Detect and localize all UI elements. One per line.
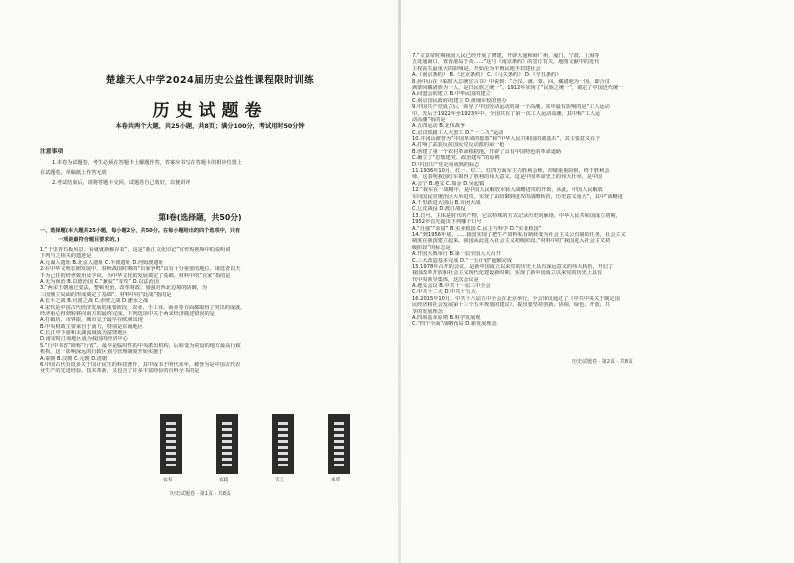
figure-caption: 本草 (331, 478, 341, 483)
text-line: D.中国共产党走向成熟的标志 (412, 161, 480, 168)
right-page (402, 0, 794, 563)
text-line: D.南宋时江南地区成为我国的经济中心 (40, 336, 128, 343)
text-line: 1952年首先提出下列哪个口号 (412, 219, 482, 226)
text-line: C.中共十二大 D.中共十五大 (412, 289, 476, 296)
text-line: A.四项基本原则 B.科学发展观 (412, 315, 481, 322)
page-footer-right: 历史试题卷 · 第2页 · 共8页 (572, 359, 633, 365)
text-line: C.南京国民政府的建立 D.黄埔军校的创办 (412, 97, 507, 104)
text-line: A.会宁 B.遵义 C.瑞金 D.吴起镇 (412, 180, 485, 187)
text-line: 15.1978年召开的会议，是新中国成立以来党的历史上具有深远意义的伟大转折，开启了 (412, 263, 614, 270)
text-line: 7.“文景帝时期我国人民已经开展了修建，开辟大通和商广州，厦门，宁波，上海等 (412, 53, 600, 59)
school-line: 楚雄天人中学2024届历史公益性课程限时训练 (105, 75, 315, 86)
text-line: A.遵义会议 B.中共十一届三中全会 (412, 283, 491, 290)
text-line: 满蒙回藏诸族为一人，是曰民族之统一”。1912年实现了“民族之统一”，奠定了中国近代统一 (412, 84, 624, 91)
page-footer-left: 历史试题卷 · 第1页 · 共8页 (170, 491, 231, 497)
text-line: 下为己任的经世致用及学说，为中华文化的发展奠定了基础。材料中的“百家”指的是 (40, 272, 231, 279)
text-line: C.京汉铁路工人大罢工 D.“一二·九”运动 (412, 129, 504, 136)
text-line: 级阶段”的标志是 (412, 244, 451, 251)
text-line: C.“四个全面”战略布局 D.新发展理念 (412, 321, 497, 328)
text-line: 业生产的先进经验、技术革新，又包含了许多丰富经验的百科全书的是 (40, 368, 200, 375)
text-line: 6.中国古代有很多关于国计民生的科技著作，其中成书于明代末年，被誉为是中国古代农 (40, 362, 241, 369)
text-line: A.无为而治 B.以德治国 C.“兼爱”“非攻” D.以法治国 (40, 278, 159, 285)
book-figure (160, 414, 360, 476)
text-line: 12.“我军在一战略中，是中国人民解放军转入战略进攻的开始，从此，中国人民解放 (412, 187, 603, 194)
notes-line: 在试题卷、草稿纸上作答无效 (40, 170, 107, 176)
section-title: 第Ⅰ卷(选择题，共50分) (158, 213, 242, 222)
text-line: 5.“行中书省”简称“行省”，最早是临时性的中央派出机构，后转变为常设的地方最高行政 (40, 342, 241, 349)
figure-caption: 天工 (275, 478, 285, 483)
text-line: 五处通商口，置香港岛于英......”这与《南京条约》的签订有关，地图文献中的近代 (412, 59, 600, 66)
text-line: C.辽沈战役 D.渡江战役 (412, 206, 466, 213)
text-line: A.长平之战 B.官渡之战 C.赤壁之战 D.淝水之战 (40, 298, 149, 305)
text-line: 动高潮”指的是 (412, 116, 446, 123)
text-line: A.秦朝 B.汉朝 C.元朝 D.清朝 (40, 355, 108, 362)
question-block-right (412, 53, 626, 353)
text-line: A.同盟会的建立 B.中华民国的建立 (412, 91, 491, 98)
text-line: 民经济和社会发展第十三个五年规划的建议》，提出要坚持创新、协调、绿色、开放、共 (412, 302, 610, 309)
text-line: A.“自强”“求富” B.实业救国 C.民主与科学 D.“实业救国” (412, 225, 542, 232)
text-line: 主权丧失最重大的影响是，开始沦为半殖民地半封建社会 (412, 65, 541, 72)
text-line: A.开国大典举行 B.第一届全国人大召开 (412, 251, 501, 258)
figure-caption: 农书 (163, 478, 173, 483)
text-line: A.打响了武装反抗国民党反动派的第一枪 (412, 142, 505, 149)
text-line: A.元谋人遗址 B.北京人遗址 C.半坡遗址 D.河姆渡遗址 (40, 259, 164, 266)
text-line: 11.1936年10月，红一、红二、红四方面军主力胜利会师，冲破重重险阻，终于胜利会 (412, 168, 610, 175)
text-line: C.三大改造基本完成 D.“一五计划”超额完成 (412, 257, 513, 264)
text-line: 经济重心得到转移向南方的最终完成。下列选项中关于两宋经济描述错误的是 (40, 310, 215, 317)
section-intro: 一、选择题(本大题共25小题，每小题2分，共50分。在每小题给出的四个选项中，只有 (40, 228, 241, 234)
text-line: B.中央财政主要来自于南方，特别是东南地区 (40, 323, 143, 330)
text-line: C.确立了“思想建党、政治建军”的原则 (412, 155, 500, 162)
text-line: 代中央领导集体，这次会议是 (412, 276, 479, 283)
text-line: 享的发展理念 (412, 308, 443, 315)
text-line: 下列与之相关的遗迹是 (40, 253, 92, 260)
text-line: 师，这表明我国红军取得了胜利的伟大意义，这是中国革命史上的伟大壮举，是中国 (412, 174, 603, 181)
book-image-b (216, 414, 238, 474)
book-image-c (272, 414, 294, 474)
page-gutter (398, 0, 401, 563)
page-title: 历史试题卷 (152, 101, 268, 121)
text-line: 三国鼎立局面的形成奠定了基础”。材料中的“此战”指的是 (40, 291, 172, 298)
notes-title: 注意事项 (40, 149, 64, 155)
text-line: 4.宋代是中国古代经济发展的重要阶段，农业、手工业、商业等方面都取得了突出的成就， (40, 304, 246, 311)
text-line: C.长江中下游和太湖流域成为富饶地区 (40, 330, 128, 337)
text-line: 14.“到1956年底，......我国实现了把生产资料私有制转变为社会主义公有制的任务，社会主义 (412, 231, 626, 238)
text-line: 机构，这一影响深远的行政区划与管理制度开始实施于 (40, 349, 164, 356)
text-line: A.《南京条约》 B.《北京条约》 C.《马关条约》 D.《辛丑条约》 (412, 72, 562, 79)
notes-line: 1.本卷为试题卷，考生必须在答题卡上解题作答，答案应书写在答题卡的相应位置上 (52, 160, 242, 166)
book-image-a (160, 414, 182, 474)
text-line: 3.“两宋王朝通过变法，整顿吏治，改革财政，加强对西北边境的防御，为 (40, 285, 207, 292)
text-line: 军向国民党统治区大举进攻，实现了由防御到进攻的战略转折，历史意义重大”，其中“战略进 (412, 193, 623, 200)
exam-info: 本卷共两个大题，共25小题，共8页；满分100分，考试用时50分钟 (115, 123, 305, 130)
text-line: 9.中国共产党成立后，领导了中国劳动运动的第一个高潮，其中最有影响的是“工人运动 (412, 104, 610, 111)
text-line: 我国改革开放和社会主义现代化建设新时期，实现了新中国成立以来党的历史上具有 (412, 270, 603, 277)
text-line: 2.在中华文明长期发展中，春秋战国时期的“百家争鸣”具有十分重要的地位，诸选者以天 (40, 266, 241, 273)
text-line: 13.日号、主体是时代的产物，它以特殊的方式记录历史的脉络，中华人民共和国成立初期， (412, 212, 621, 219)
text-line (412, 347, 626, 353)
text-line: A.打破坊、市界限，城市交子最早在欧洲出现 (40, 317, 143, 324)
text-line: 1.“千里青石板风景，看就就新解存农”，这是“浙江文化印记”宣传短视频中的说明词 (40, 247, 231, 253)
text-line: 8.孙中山在《临时大总统宣言书》中说到：“合汉、满、蒙、回、藏诸地为一国，即合汉 (412, 78, 610, 85)
text-line: A.千里跃进大别山 B.百团大战 (412, 199, 481, 206)
notes-line: 2.考试结束后，请将答题卡交回，试题卷自己收好，以便讲评 (52, 180, 191, 186)
question-block-left (40, 247, 245, 375)
figure-caption: 农政 (219, 478, 229, 483)
text-line: A.五四运动 B.北伐战争 (412, 123, 465, 130)
book-image-d (328, 414, 350, 474)
text-line: 10.井冈山被誉为“中国革命的摇篮”和“中华人民共和国的奠基石”，其主要意义在于 (412, 136, 601, 143)
section-intro: 一项是最符合题目要求的。) (58, 237, 120, 243)
text-line: 16.2015年10月，中共十八届五中全会在北京举行。全会审议通过了《中共中央关于制定国 (412, 295, 620, 302)
text-line: 制度在我国建立起来。我国从此进入社会主义初级阶段。”材料中的“我国进入社会主义初 (412, 238, 611, 245)
text-line: 中，先后于1922年至1923年中，全国共有了第一次工人运动高潮，其中称“工人运 (412, 110, 601, 117)
text-line: B.创建了第一个农村革命根据地，开辟了具有中国特色的革命道路 (412, 148, 562, 155)
